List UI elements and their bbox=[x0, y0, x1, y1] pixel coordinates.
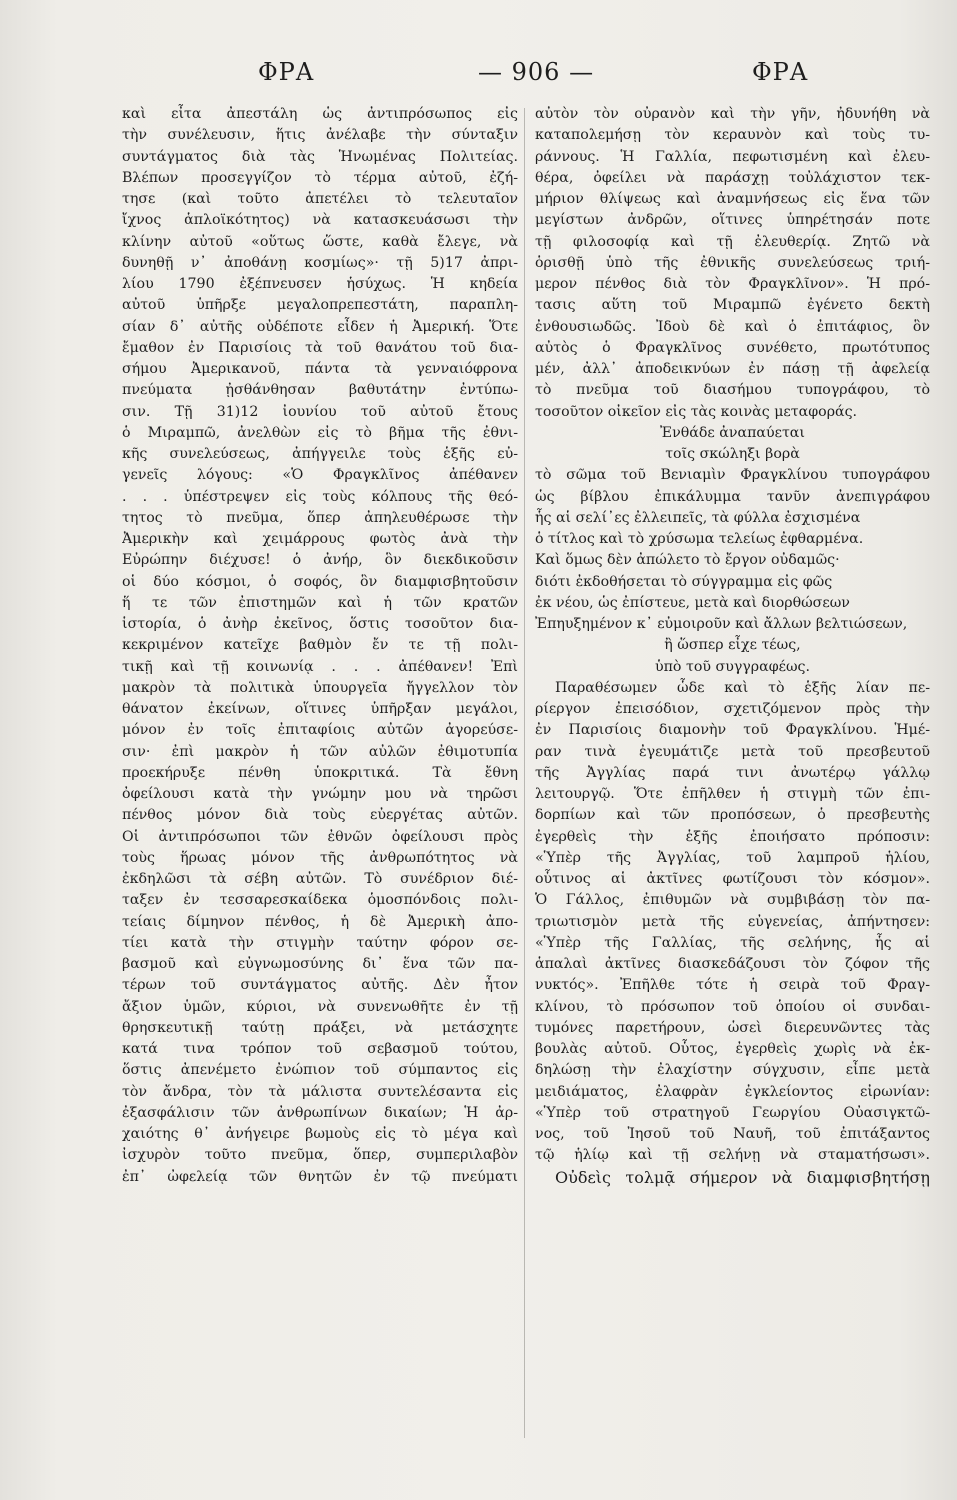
running-head-right: ΦΡΑ bbox=[752, 58, 809, 86]
text-line: πνεύματα ᾐσθάνθησαν βαθυτάτην ἐντύπω- bbox=[122, 382, 518, 399]
text-line: ἁπαλαὶ ἀκτῖνες διασκεδάζουσι τὸν ζόφον τῆς bbox=[535, 956, 930, 972]
text-line: μεγίστων ἀνδρῶν, οἵτινες ὑπηρέτησάν ποτε bbox=[535, 212, 930, 229]
text-line: τῆς Ἀγγλίας παρά τινι ἀνωτέρῳ γάλλῳ bbox=[535, 764, 930, 781]
text-line: ραν τινὰ ἐγευμάτιζε μετὰ τοῦ πρεσβευτοῦ bbox=[535, 743, 930, 760]
text-line: πένθος μόνον διὰ τοὺς εὐεργέτας αὐτῶν. bbox=[122, 807, 518, 824]
text-line: . . . ὑπέστρεψεν εἰς τοὺς κόλπους τῆς θεό- bbox=[122, 488, 518, 505]
text-line: λίου 1790 ἐξέπνευσεν ἡσύχως. Ἡ κηδεία bbox=[122, 276, 518, 292]
text-line: θάνατον ἐκείνων, οἵτινες ὑπῆρξαν μεγάλοι, bbox=[122, 701, 518, 717]
page-number: — 906 — bbox=[478, 58, 595, 86]
text-line: θέρα, ὀφείλει νὰ παράσχῃ τοὐλάχιστον τεκ- bbox=[535, 169, 930, 186]
text-line: δορπίων καὶ τῶν προπόσεων, ὁ πρεσβευτὴς bbox=[535, 807, 930, 824]
text-line: τείαις δίμηνον πένθος, ἡ δὲ Ἀμερικὴ ἀπο- bbox=[122, 913, 518, 930]
text-line: Εὐρώπην διέχυσε! ὁ ἀνήρ, ὃν διεκδικοῦσιν bbox=[122, 552, 518, 569]
text-line: τὸ πνεῦμα τοῦ διασήμου τυπογράφου, τὸ bbox=[535, 382, 930, 399]
text-line: ἰσχυρὸν τοῦτο πνεῦμα, ὅπερ, συμπεριλαβὸν bbox=[122, 1147, 518, 1164]
text-line: συντάγματος διὰ τὰς Ἡνωμένας Πολιτείας. bbox=[122, 148, 518, 165]
text-line: σιν· ἐπὶ μακρὸν ἡ τῶν αὐλῶν ἐθιμοτυπία bbox=[122, 743, 518, 760]
text-line: δηλώσῃ τὴν ἐλαχίστην σύγχυσιν, εἶπε μετὰ bbox=[535, 1062, 930, 1079]
text-line: θρησκευτικῇ ταύτῃ πράξει, νὰ μετάσχητε bbox=[122, 1019, 518, 1036]
text-line: αὐτὸν τὸν οὐρανὸν καὶ τὴν γῆν, ἠδυνήθη νὰ bbox=[535, 106, 930, 122]
text-line: «Ὑπὲρ τοῦ στρατηγοῦ Γεωργίου Οὐασιγκτῶ- bbox=[535, 1104, 930, 1121]
text-line: ὀφείλουσι κατὰ τὴν γνώμην μου νὰ τηρῶσι bbox=[122, 786, 518, 802]
text-line: μακρὸν τὰ πολιτικὰ ὑπουργεῖα ἤγγελλον τὸν bbox=[122, 679, 518, 696]
text-line: γενεῖς λόγους: «Ὁ Φραγκλῖνος ἀπέθανεν bbox=[122, 467, 518, 484]
text-line: κῆς συνελεύσεως, ἀπήγγειλε τοὺς ἑξῆς εὐ- bbox=[122, 446, 518, 462]
text-line: σήμου Ἀμερικανοῦ, πάντα τὰ γενναιόφρονα bbox=[122, 361, 518, 377]
epitaph-line: Ἐπηυξημένον κ᾽ εὐμοιροῦν καὶ ἄλλων βελτιώσεων, bbox=[535, 616, 908, 632]
text-line: οὗτινος αἱ ἀκτῖνες φωτίζουσι τὸν κόσμον». bbox=[535, 871, 930, 887]
text-line: τικῇ καὶ τῇ κοινωνίᾳ . . . ἀπέθανεν! Ἐπὶ bbox=[122, 658, 518, 675]
epitaph-line: διότι ἐκδοθήσεται τὸ σύγγραμμα εἰς φῶς bbox=[535, 573, 833, 590]
text-line: τίει κατὰ τὴν στιγμὴν ταύτην φόρον σε- bbox=[122, 934, 518, 951]
text-line: τὸν ἄνδρα, τὸν τὰ μάλιστα συντελέσαντα εἰς bbox=[122, 1083, 518, 1100]
text-line: ἐπ᾽ ὠφελείᾳ τῶν θνητῶν ἐν τῷ πνεύματι bbox=[122, 1168, 518, 1185]
epitaph-line: Καὶ ὅμως δὲν ἀπώλετο τὸ ἔργον οὐδαμῶς· bbox=[535, 552, 840, 569]
text-line: κλίνου, τὸ πρόσωπον τοῦ ὁποίου οἱ συνδαι- bbox=[535, 998, 930, 1015]
text-line: ἐν Παρισίοις διαμονὴν τοῦ Φραγκλίνου. Ἡμέ- bbox=[535, 722, 930, 739]
text-line: καὶ εἶτα ἀπεστάλη ὡς ἀντιπρόσωπος εἰς bbox=[122, 106, 518, 122]
text-line: νος, τοῦ Ἰησοῦ τοῦ Ναυῆ, τοῦ ἐπιτάξαντος bbox=[535, 1126, 930, 1142]
text-line: κατά τινα τρόπον τοῦ σεβασμοῦ τούτου, bbox=[122, 1041, 518, 1057]
text-line: Ἀμερικὴν καὶ χειμάρρους φωτὸς ἀνὰ τὴν bbox=[122, 531, 518, 547]
text-line: ἔμαθον ἐν Παρισίοις τὰ τοῦ θανάτου τοῦ δια- bbox=[122, 339, 518, 356]
text-line: ἐγερθεὶς τὴν ἑξῆς ἐποιήσατο πρόποσιν: bbox=[535, 828, 930, 845]
text-line: Οὐδεὶς τολμᾷ σήμερον νὰ διαμφισβητήσῃ bbox=[555, 1167, 930, 1187]
text-line: προεκήρυξε πένθη ὑποκριτικά. Τὰ ἔθνη bbox=[122, 764, 518, 781]
text-line: κλίνην αὐτοῦ «οὕτως ὥστε, καθὰ ἔλεγε, νὰ bbox=[122, 233, 518, 250]
text-line: μήριον θλίψεως καὶ ἀναμνήσεως εἰς ἕνα τῶν bbox=[535, 191, 930, 207]
text-line: λειτουργῷ. Ὅτε ἐπῆλθεν ἡ στιγμὴ τῶν ἐπι- bbox=[535, 786, 930, 802]
text-line: μειδιάματος, ἐλαφρὰν ἐγκλείοντος εἰρωνίαν: bbox=[535, 1083, 930, 1100]
epitaph-line: ἢ ὥσπερ εἶχε τέως, bbox=[664, 637, 801, 654]
text-line: τυμόνες παρετήρουν, ὡσεὶ διερευνῶντες τὰς bbox=[535, 1019, 930, 1036]
text-line: χαιότης θ᾽ ἀνήγειρε βωμοὺς εἰς τὸ μέγα καὶ bbox=[122, 1126, 518, 1142]
epitaph-line: ὁ τίτλος καὶ τὸ χρύσωμα τελείως ἐφθαρμένα. bbox=[535, 531, 864, 547]
text-line: τῷ ἡλίῳ καὶ τῇ σελήνῃ νὰ σταματήσωσι». bbox=[535, 1147, 930, 1164]
text-line: «Ὑπὲρ τῆς Ἀγγλίας, τοῦ λαμπροῦ ἡλίου, bbox=[535, 849, 930, 866]
text-line: τοὺς ἥρωας μόνον τῆς ἀνθρωπότητος νὰ bbox=[122, 849, 518, 866]
text-line: βασμοῦ καὶ εὐγνωμοσύνης δι᾽ ἕνα τῶν πα- bbox=[122, 956, 518, 972]
text-line: ἄξιον ὑμῶν, κύριοι, νὰ συνενωθῆτε ἐν τῇ bbox=[122, 998, 518, 1015]
page-header bbox=[0, 58, 957, 98]
epitaph-line: ἐκ νέου, ὡς ἐπίστευε, μετὰ καὶ διορθώσεων bbox=[535, 594, 850, 611]
text-line: οἱ δύο κόσμοι, ὁ σοφός, ὃν διαμφισβητοῦσιν bbox=[122, 573, 518, 590]
text-line: ρίεργον ἐπεισόδιον, σχετιζόμενον πρὸς τὴν bbox=[535, 701, 930, 717]
right-text-column bbox=[535, 104, 930, 1188]
text-line: νυκτός». Ἐπῆλθε τότε ἡ σειρὰ τοῦ Φραγ- bbox=[535, 977, 930, 994]
text-line: Παραθέσωμεν ὧδε καὶ τὸ ἑξῆς λίαν πε- bbox=[555, 679, 930, 696]
text-line: δυνηθῇ ν᾽ ἀποθάνῃ κοσμίως»· τῇ 5)17 ἀπρι- bbox=[122, 254, 518, 271]
text-line: ὁρισθῇ ὑπὸ τῆς ἐθνικῆς συνελεύσεως τριή- bbox=[535, 254, 930, 271]
epitaph-line: τοῖς σκώληξι βορὰ bbox=[665, 446, 800, 462]
text-line: τησε (καὶ τοῦτο ἀπετέλει τὸ τελευταῖον bbox=[122, 191, 518, 207]
text-line: ράννους. Ἡ Γαλλία, πεφωτισμένη καὶ ἐλευ- bbox=[535, 148, 930, 165]
text-line: μερον πένθος διὰ τὸν Φραγκλῖνον». Ἡ πρό- bbox=[535, 276, 930, 292]
text-line: σίαν δ᾽ αὐτῆς οὐδέποτε εἶδεν ἡ Ἀμερική. Ὅτε bbox=[122, 318, 518, 335]
text-line: τασις αὕτη τοῦ Μιραμπῶ ἐγένετο δεκτὴ bbox=[535, 297, 930, 314]
text-line: κεκριμένον κατεῖχε βαθμὸν ἔν τε τῇ πολι- bbox=[122, 637, 518, 654]
text-line: ὁ Μιραμπῶ, ἀνελθὼν εἰς τὸ βῆμα τῆς ἐθνι- bbox=[122, 424, 518, 441]
text-line: ἐξασφάλισιν τῶν ἀνθρωπίνων δικαίων; Ἡ ἀρ- bbox=[122, 1104, 518, 1121]
column-divider bbox=[524, 108, 525, 1438]
text-line: ταξεν ἐν τεσσαρεσκαίδεκα ὁμοσπόνδοις πολι- bbox=[122, 892, 518, 909]
text-line: τῇ φιλοσοφίᾳ καὶ τῇ ἐλευθερίᾳ. Ζητῶ νὰ bbox=[535, 233, 930, 250]
text-line: μέν, ἀλλ᾽ ἀποδεικνύων ἐν πάσῃ τῇ ἀφελείᾳ bbox=[535, 361, 930, 377]
running-head-left: ΦΡΑ bbox=[258, 58, 315, 86]
text-line: ἥ τε τῶν ἐπιστημῶν καὶ ἡ τῶν κρατῶν bbox=[122, 594, 518, 611]
epitaph-line: Ἐνθάδε ἀναπαύεται bbox=[660, 424, 805, 441]
epitaph-line: ἧς αἱ σελί᾽ες ἐλλειπεῖς, τὰ φύλλα ἐσχισμένα bbox=[535, 509, 861, 526]
epitaph-line: ὑπὸ τοῦ συγγραφέως. bbox=[654, 658, 811, 675]
text-line: «Ὑπὲρ τῆς Γαλλίας, τῆς σελήνης, ἧς αἱ bbox=[535, 934, 930, 951]
text-line: ἐνθουσιωδῶς. Ἰδοὺ δὲ καὶ ὁ ἐπιτάφιος, ὃν bbox=[535, 318, 930, 335]
text-line: τοσοῦτον οἰκεῖον εἰς τὰς κοινὰς μεταφοράς. bbox=[535, 403, 858, 420]
text-line: τριωτισμὸν μετὰ τῆς εὐγενείας, ἀπήντησεν: bbox=[535, 913, 930, 930]
text-line: τητος τὸ πνεῦμα, ὅπερ ἀπηλευθέρωσε τὴν bbox=[122, 509, 518, 526]
text-line: ἴχνος ἁπλοϊκότητος) νὰ κατασκευάσωσι τὴν bbox=[122, 212, 518, 229]
text-line: τὴν συνέλευσιν, ἥτις ἀνέλαβε τὴν σύνταξιν bbox=[122, 127, 518, 144]
text-line: καταπολεμήσῃ τὸν κεραυνὸν καὶ τοὺς τυ- bbox=[535, 127, 930, 144]
epitaph-line: ὡς βίβλου ἐπικάλυμμα τανῦν ἀνεπιγράφου bbox=[535, 488, 930, 505]
text-line: Οἱ ἀντιπρόσωποι τῶν ἐθνῶν ὀφείλουσι πρὸς bbox=[122, 828, 518, 845]
text-line: βουλὰς αὐτοῦ. Οὗτος, ἐγερθεὶς χωρὶς νὰ ἐκ- bbox=[535, 1041, 930, 1057]
text-line: τέρων τοῦ συντάγματος αὐτῆς. Δὲν ἦτον bbox=[122, 977, 518, 994]
left-text-column bbox=[122, 104, 518, 1188]
epitaph-line: τὸ σῶμα τοῦ Βενιαμὶν Φραγκλίνου τυπογράφου bbox=[535, 467, 930, 484]
text-line: σιν. Τῇ 31)12 ἰουνίου τοῦ αὐτοῦ ἔτους bbox=[122, 403, 518, 420]
text-line: αὐτὸς ὁ Φραγκλῖνος συνέθετο, πρωτότυπος bbox=[535, 339, 930, 356]
text-line: ἐκδηλῶσι τὰ σέβη αὐτῶν. Τὸ συνέδριον διέ- bbox=[122, 871, 518, 887]
text-line: ἱστορία, ὁ ἀνὴρ ἐκεῖνος, ὅστις τοσοῦτον δια- bbox=[122, 616, 518, 632]
text-line: Βλέπων προσεγγίζον τὸ τέρμα αὐτοῦ, ἐζή- bbox=[122, 169, 518, 186]
text-line: μόνον ἐν τοῖς ἐπιταφίοις αὐτῶν ἀγορεύσε- bbox=[122, 722, 518, 739]
text-line: ὅστις ἀπενέμετο ἐνώπιον τοῦ σύμπαντος εἰς bbox=[122, 1062, 518, 1079]
text-line: Ὁ Γάλλος, ἐπιθυμῶν νὰ συμβιβάσῃ τὸν πα- bbox=[535, 892, 930, 909]
text-line: αὐτοῦ ὑπῆρξε μεγαλοπρεπεστάτη, παραπλη- bbox=[122, 297, 518, 314]
